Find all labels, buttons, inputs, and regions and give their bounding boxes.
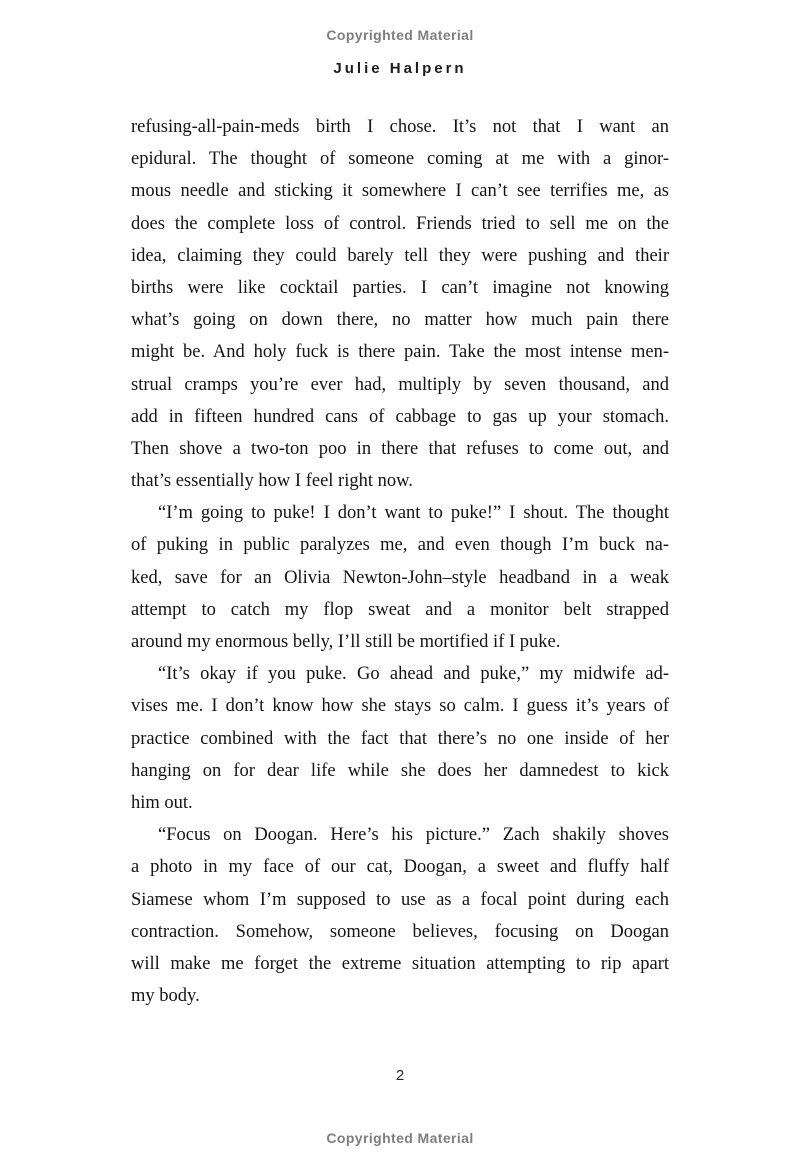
text-line: “Focus on Doogan. Here’s his picture.” Zach shakily shoves — [158, 825, 669, 846]
text-line: vises me. I don’t know how she stays so calm. I guess it’s years of — [131, 696, 669, 717]
text-line: births were like cocktail parties. I can’t imagine not knowing — [131, 277, 669, 298]
text-line: “I’m going to puke! I don’t want to puke!” I shout. The thought — [158, 503, 669, 524]
text-line: practice combined with the fact that there’s no one inside of her — [131, 728, 669, 749]
text-line: contraction. Somehow, someone believes, focusing on Doogan — [131, 921, 669, 942]
text-line: Siamese whom I’m supposed to use as a focal point during each — [131, 889, 669, 910]
text-line: “It’s okay if you puke. Go ahead and puke,” my midwife ad- — [158, 664, 669, 685]
page-number: 2 — [395, 1067, 405, 1084]
text-line: Then shove a two-ton poo in there that refuses to come out, and — [131, 438, 669, 459]
text-line: what’s going on down there, no matter how much pain there — [131, 310, 669, 331]
copyright-notice-bottom: Copyrighted Material — [326, 1130, 474, 1146]
text-line: mous needle and sticking it somewhere I can’t see terrifies me, as — [131, 181, 669, 202]
text-line: around my enormous belly, I’ll still be mortified if I puke. — [131, 632, 561, 652]
text-line: does the complete loss of control. Friends tried to sell me on the — [131, 213, 669, 234]
text-line: him out. — [131, 792, 193, 813]
text-line: epidural. The thought of someone coming at me with a ginor- — [131, 149, 669, 170]
text-line: of puking in public paralyzes me, and even though I’m buck na- — [131, 535, 669, 556]
text-line: idea, claiming they could barely tell they were pushing and their — [131, 245, 669, 266]
running-header-author: Julie Halpern — [333, 60, 467, 77]
text-line: add in fifteen hundred cans of cabbage to gas up your stomach. — [131, 406, 669, 427]
text-line: attempt to catch my flop sweat and a monitor belt strapped — [131, 599, 669, 620]
page-body — [131, 111, 669, 1012]
text-line: strual cramps you’re ever had, multiply by seven thousand, and — [131, 374, 669, 395]
copyright-notice-top: Copyrighted Material — [326, 27, 474, 43]
text-line: ked, save for an Olivia Newton-John–style headband in a weak — [131, 567, 669, 588]
text-line: refusing-all-pain-meds birth I chose. It’s not that I want an — [131, 117, 669, 137]
text-line: my body. — [131, 986, 200, 1007]
text-line: that’s essentially how I feel right now. — [131, 471, 413, 492]
text-line: hanging on for dear life while she does her damnedest to kick — [131, 760, 669, 781]
text-line: a photo in my face of our cat, Doogan, a sweet and fluffy half — [131, 857, 669, 878]
text-line: might be. And holy fuck is there pain. Take the most intense men- — [131, 342, 669, 363]
text-line: will make me forget the extreme situation attempting to rip apart — [131, 953, 669, 974]
